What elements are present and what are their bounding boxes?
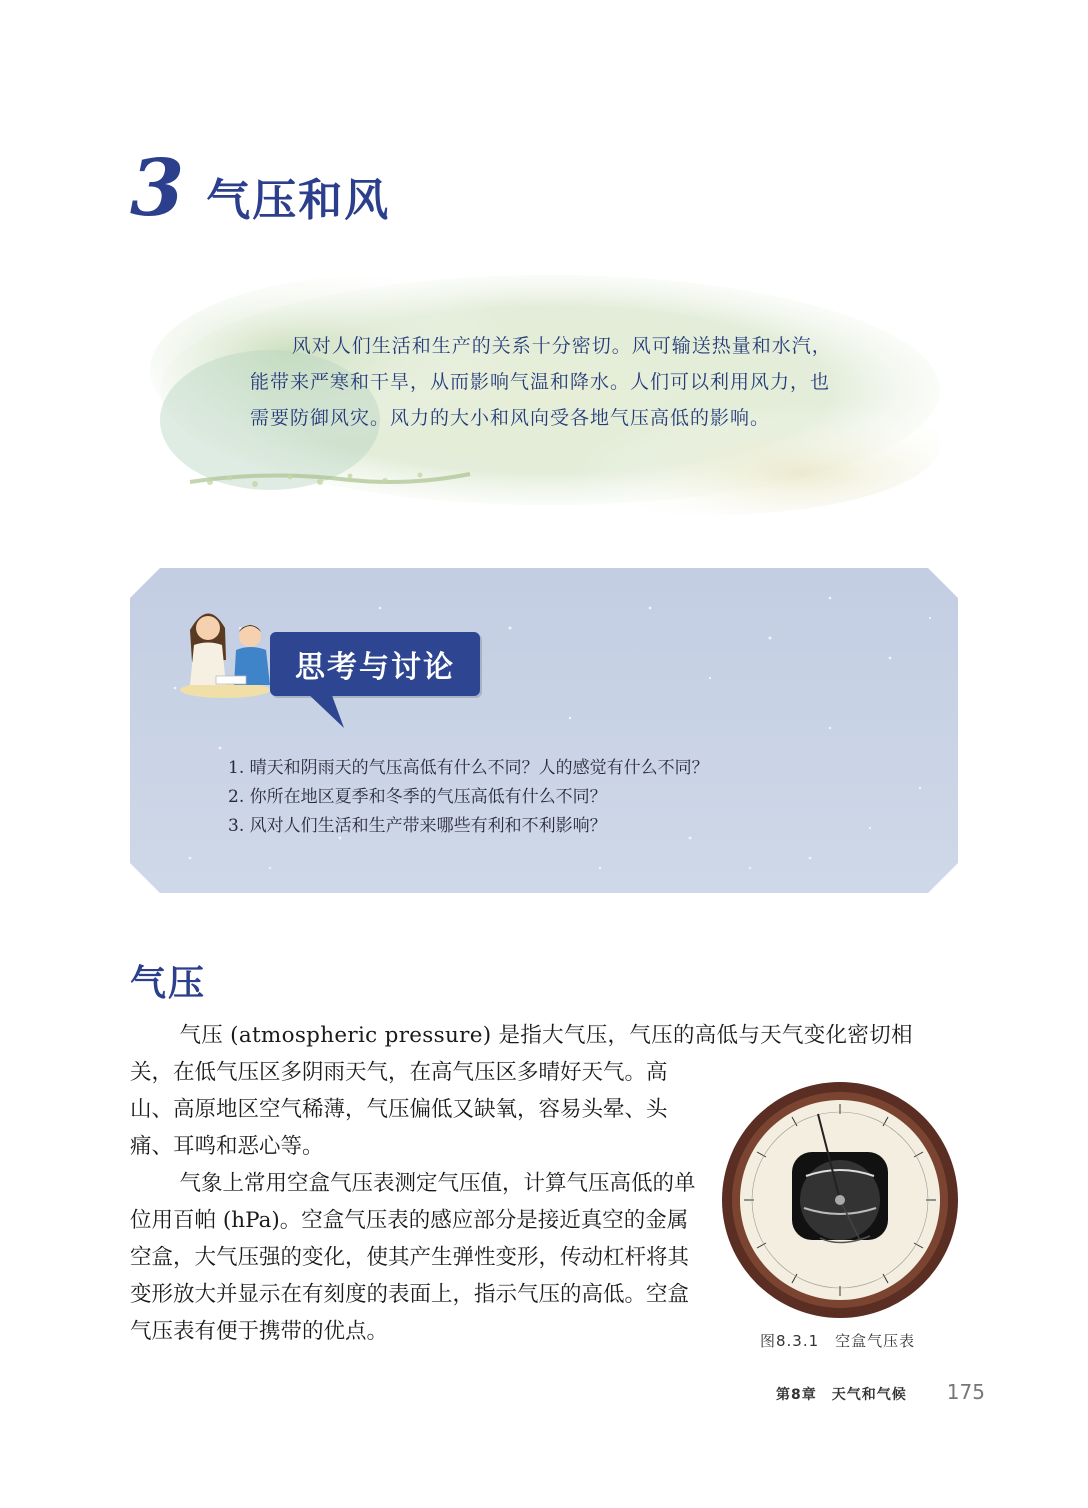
page-number: 175 [946, 1380, 985, 1404]
discussion-heading: 思考与讨论 [270, 632, 480, 696]
discussion-questions [228, 754, 709, 841]
footer-chapter-label: 第8章 天气和气候 [776, 1387, 907, 1403]
question-item: 3. 风对人们生活和生产带来哪些有利和不利影响？ [228, 816, 607, 836]
paragraph-1-rest: 关，在低气压区多阴雨天气，在高气压区多晴好天气。高山、高原地区空气稀薄，气压偏低又缺氧，容易头晕、头痛、耳鸣和恶心等。 [130, 1060, 668, 1159]
chapter-title [130, 143, 391, 234]
page-footer [776, 1380, 985, 1404]
figure-caption: 图8.3.1 空盒气压表 [760, 1332, 916, 1350]
question-item: 1. 晴天和阴雨天的气压高低有什么不同？人的感觉有什么不同？ [228, 758, 709, 778]
paragraph-2: 气象上常用空盒气压表测定气压值，计算气压高低的单位用百帕 (hPa)。空盒气压表的感应部分是接近真空的金属空盒，大气压强的变化，使其产生弹性变形，传动杠杆将其变形放大并显示在有刻度的表面上，指示气压的高低。空盒气压表有便于携带的优点。 [130, 1171, 696, 1344]
chapter-heading: 气压和风 [206, 175, 391, 226]
aneroid-barometer-image [720, 1080, 960, 1320]
paragraph-1-first-line: 气压 (atmospheric pressure) 是指大气压，气压的高低与天气变化密切相 [179, 1023, 913, 1048]
speech-bubble-tail [300, 690, 350, 730]
intro-text: 风对人们生活和生产的关系十分密切。风可输送热量和水汽，能带来严寒和干旱，从而影响气温和降水。人们可以利用风力，也需要防御风灾。风力的大小和风向受各地气压高低的影响。 [250, 335, 832, 429]
question-item: 2. 你所在地区夏季和冬季的气压高低有什么不同？ [228, 787, 607, 807]
chapter-number: 3 [130, 143, 185, 234]
intro-paragraph [250, 328, 840, 436]
section-heading: 气压 [130, 963, 207, 1004]
